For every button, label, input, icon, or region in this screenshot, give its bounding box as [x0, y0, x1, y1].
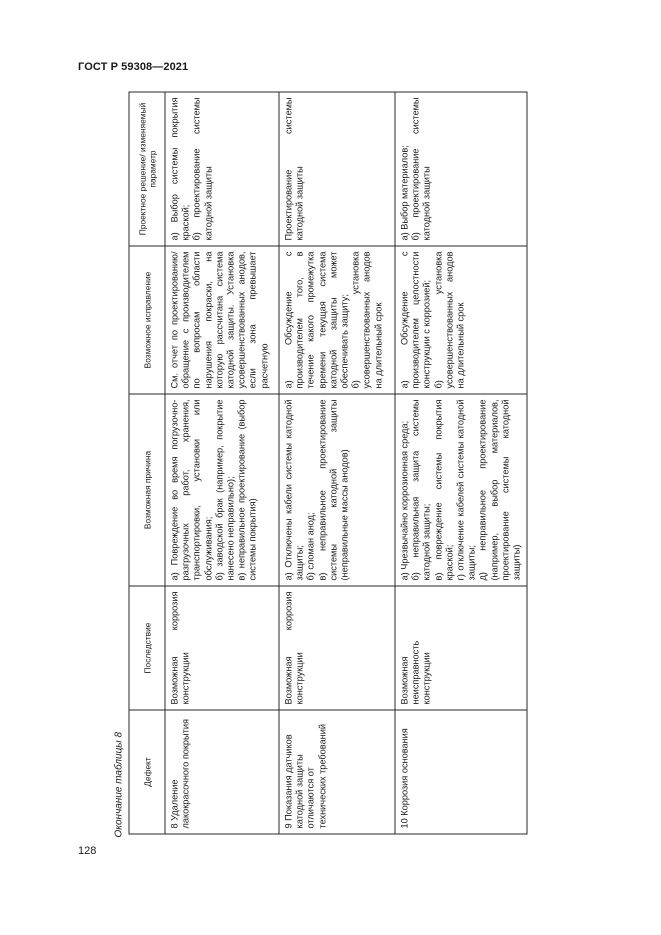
cell-consequence: Возможная коррозия конструкции — [279, 586, 395, 710]
column-header-design: Проектное решение/ изменяемый параметр — [129, 92, 165, 246]
defects-table — [128, 92, 527, 835]
cell-cause: а) Отключены кабели системы катодной защиты; б) сломан анод; в) неправильное проектирование системы катодной защиты (неправильные массы анодов) — [279, 394, 395, 586]
cell-cause: а) Повреждение во время погрузочно-разгрузочных работ, хранения, транспортировки, установки или обслуживания; б) заводской брак (например, покрытие нанесено неправильно); в) неправильное проектирование (выбор системы покрытия) — [165, 394, 279, 586]
cell-consequence: Возможная коррозия конструкции — [165, 586, 279, 710]
column-header-fix: Возможное исправление — [129, 246, 165, 394]
document-header: ГОСТ Р 59308—2021 — [78, 61, 189, 73]
cell-fix: См. отчет по проектированию/обращение с производителем по вопросам области нарушения покраски, на которую рассчитана система катодной защиты. Установка усовершенствованных анодов, если зона превышает расчетную — [165, 246, 279, 394]
column-header-consequence: Последствие — [129, 586, 165, 710]
table-row — [165, 92, 279, 834]
cell-defect: 8 Удаление лакокрасочного покрытия — [165, 710, 279, 834]
cell-defect: 9 Показания датчиков катодной защиты отличаются от технических требований — [279, 710, 395, 834]
cell-cause: а) Чрезвычайно коррозионная среда; б) неправильная защита системы катодной защиты; в) повреждение системы покрытия краской; г) отключение кабелей системы катодной защиты; д) неправильное проектирование (например, выбор материалов, проектирование системы катодной защиты) — [395, 394, 527, 586]
table-caption: Окончание таблицы 8 — [113, 731, 124, 838]
rotated-table-container — [113, 93, 522, 838]
cell-defect: 10 Коррозия основания — [395, 710, 527, 834]
table-row — [279, 92, 395, 834]
cell-design: а) Выбор материалов; б) проектирование системы катодной защиты — [395, 92, 527, 246]
column-header-defect: Дефект — [129, 710, 165, 834]
cell-design: а) Выбор системы покрытия краской; б) проектирование системы катодной защиты — [165, 92, 279, 246]
cell-design: Проектирование системы катодной защиты — [279, 92, 395, 246]
cell-fix: а) Обсуждение с производителем целостности конструкции с коррозией; б) установка усовершенствованных анодов на длительный срок — [395, 246, 527, 394]
column-header-cause: Возможная причина — [129, 394, 165, 586]
page-number: 128 — [78, 845, 97, 857]
cell-fix: а) Обсуждение с производителем того, в течение какого промежутка времени текущая система катодной защиты может обеспечивать защиту; б) установка усовершенствованных анодов на длительный срок — [279, 246, 395, 394]
table-header-row — [129, 92, 165, 834]
cell-consequence: Возможная неисправность конструкции — [395, 586, 527, 710]
table-row — [395, 92, 527, 834]
